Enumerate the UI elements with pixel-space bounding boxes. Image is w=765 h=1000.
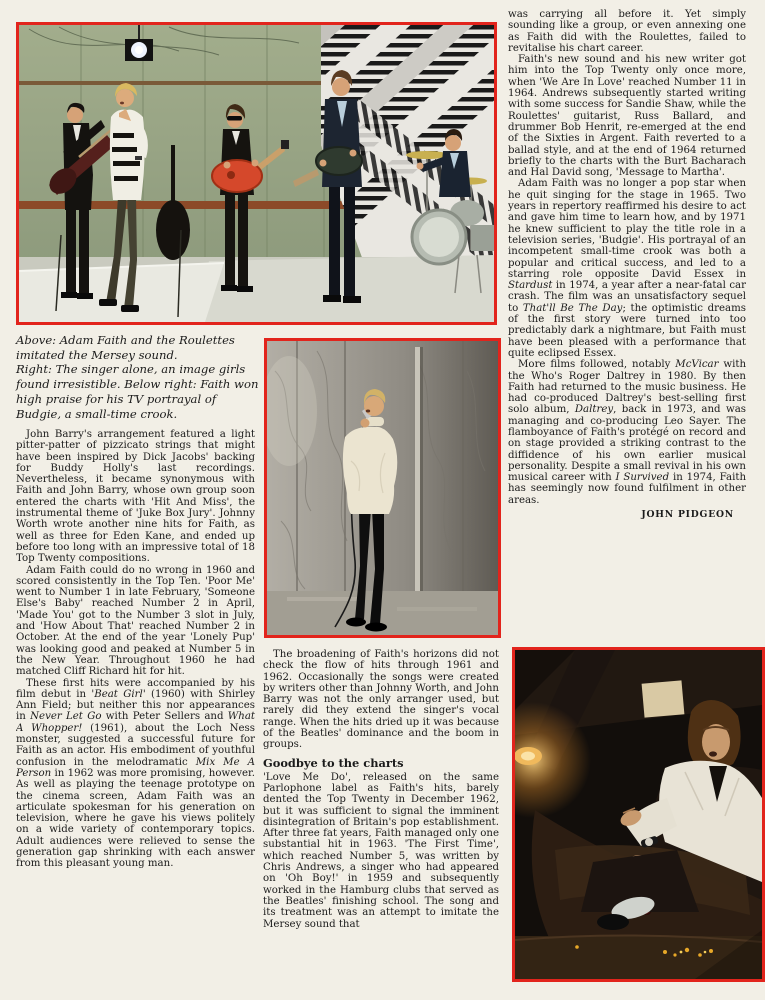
caption-line-right: Right: The singer alone, an image girls found irresistible. Below right: Faith won high praise for his TV portrayal of Budgie, a small-time crook.: [16, 362, 259, 421]
left-text-column: [16, 429, 255, 995]
paragraph: 'Love Me Do', released on the same Parlophone label as Faith's hits, barely dented the Top Twenty in December 1962, but it was sufficient to signal the imminent disintegration of Britain's pop establishment. After three fat years, Faith managed only one substantial hit in 1963. 'The First Time', which reached Number 5, was written by Chris Andrews, a singer who had appeared on 'Oh Boy!' in 1959 and subsequently worked in the Hamburg clubs that served as the Beatles' finishing school. The song and its treatment was an attempt to imitate the Mersey sound that: [263, 771, 499, 930]
singer-illustration: [267, 341, 498, 635]
paragraph: Faith's new sound and his new writer got him into the Top Twenty only once more, when 'We Are In Love' reached Number 11 in 1964. Andrews subsequently started writing with some success for Sandie Shaw, while the Roulettes' guitarist, Russ Ballard, and drummer Bob Henrit, re-emerged at the end of the Sixties in Argent. Faith reverted to a ballad style, and at the end of 1964 returned briefly to the charts with the Burt Bacharach and Hal David song, 'Message to Martha'.: [508, 54, 746, 179]
paragraph: Adam Faith was no longer a pop star when he quit singing for the stage in 1965. Two years in repertory reaffirmed his desire to act and gave him time to learn how, and by 1971 he knew sufficient to play the title role in a television series, 'Budgie'. His portrayal of an incompetent small-time crook was both a popular and critical success, and led to a starring role opposite David Essex in Stardust in 1974, a year after a near-fatal car crash. The film was an unsatisfactory sequel to That'll Be The Day; the optimistic dreams of the first story were turned into too predictably dark a nightmare, but Faith must have been pleased with a performance that quite eclipsed Essex.: [508, 178, 746, 359]
band-stage-illustration: [19, 25, 494, 322]
paragraph: John Barry's arrangement featured a light pitter-patter of pizzicato strings that might have been inspired by Dick Jacobs' backing for Buddy Holly's last recordings. Nevertheless, it became synonymous with Faith and John Barry, whose own group soon entered the charts with 'Hit And Miss', the instrumental theme of 'Juke Box Jury'. Johnny Worth wrote another nine hits for Faith, as well as three for Eden Kane, and ended up before too long with an impressive total of 18 Top Twenty compositions.: [16, 429, 255, 565]
caption-line-above: Above: Adam Faith and the Roulettes imitated the Mersey sound.: [16, 333, 235, 362]
author-byline: JOHN PIDGEON: [641, 509, 734, 521]
wall-paper-note: [642, 680, 685, 717]
photo-caption: [16, 333, 264, 421]
singer-solo-photo: [264, 338, 501, 638]
band-stage-photo: [16, 22, 497, 325]
paragraph: These first hits were accompanied by his film debut in 'Beat Girl' (1960) with Shirley Ann Field; but neither this nor appearances in Never Let Go with Peter Sellers and What A Whopper! (1961), about the Loch Ness monster, suggested a successful future for Faith as an actor. His embodiment of youthful confusion in the melodramatic Mix Me A Person in 1962 was more promising, however. As well as playing the teenage prototype on the cinema screen, Adam Faith was an articulate spokesman for his generation on television, where he gave his views politely on a wide variety of contemporary topics. Adult audiences were relieved to sense the generation gap shrinking with each answer from this pleasant young man.: [16, 677, 255, 870]
budgie-photo: [512, 647, 765, 982]
right-text-column: [508, 9, 746, 645]
budgie-illustration: [515, 650, 762, 979]
middle-text-column: [263, 649, 499, 1000]
paragraph: More films followed, notably McVicar with the Who's Roger Daltrey in 1980. By then Faith had returned to the music business. He had co-produced Daltrey's best-selling first solo album, Daltrey, back in 1973, and was managing and co-producing Leo Sayer. The flamboyance of Faith's protégé on record and on stage provided a striking contrast to the diffidence of his own earlier musical personality. Despite a small revival in his own musical career with I Survived in 1974, Faith has seemingly now found fulfilment in other areas.: [508, 359, 746, 506]
paragraph: The broadening of Faith's horizons did not check the flow of hits through 1961 and 1962. Occasionally the songs were created by writers other than Johnny Worth, and John Barry was not the only arranger used, but rarely did they extend the singer's vocal range. When the hits dried up it was because of the Beatles' dominance and the boom in groups.: [263, 649, 499, 751]
section-heading: Goodbye to the charts: [263, 755, 404, 770]
paragraph: was carrying all before it. Yet simply sounding like a group, or even annexing one as Faith did with the Roulettes, failed to revitalise his chart career.: [508, 9, 746, 54]
paragraph: Adam Faith could do no wrong in 1960 and scored consistently in the Top Ten. 'Poor Me' went to Number 1 in late February, 'Someone Else's Baby' reached Number 2 in April, 'Made You' got to the Number 3 slot in July, and 'How About That' reached Number 2 in October. At the end of the year 'Lonely Pup' was looking good and peaked at Number 5 in the New Year. Throughout 1960 he had matched Cliff Richard hit for hit.: [16, 564, 255, 678]
